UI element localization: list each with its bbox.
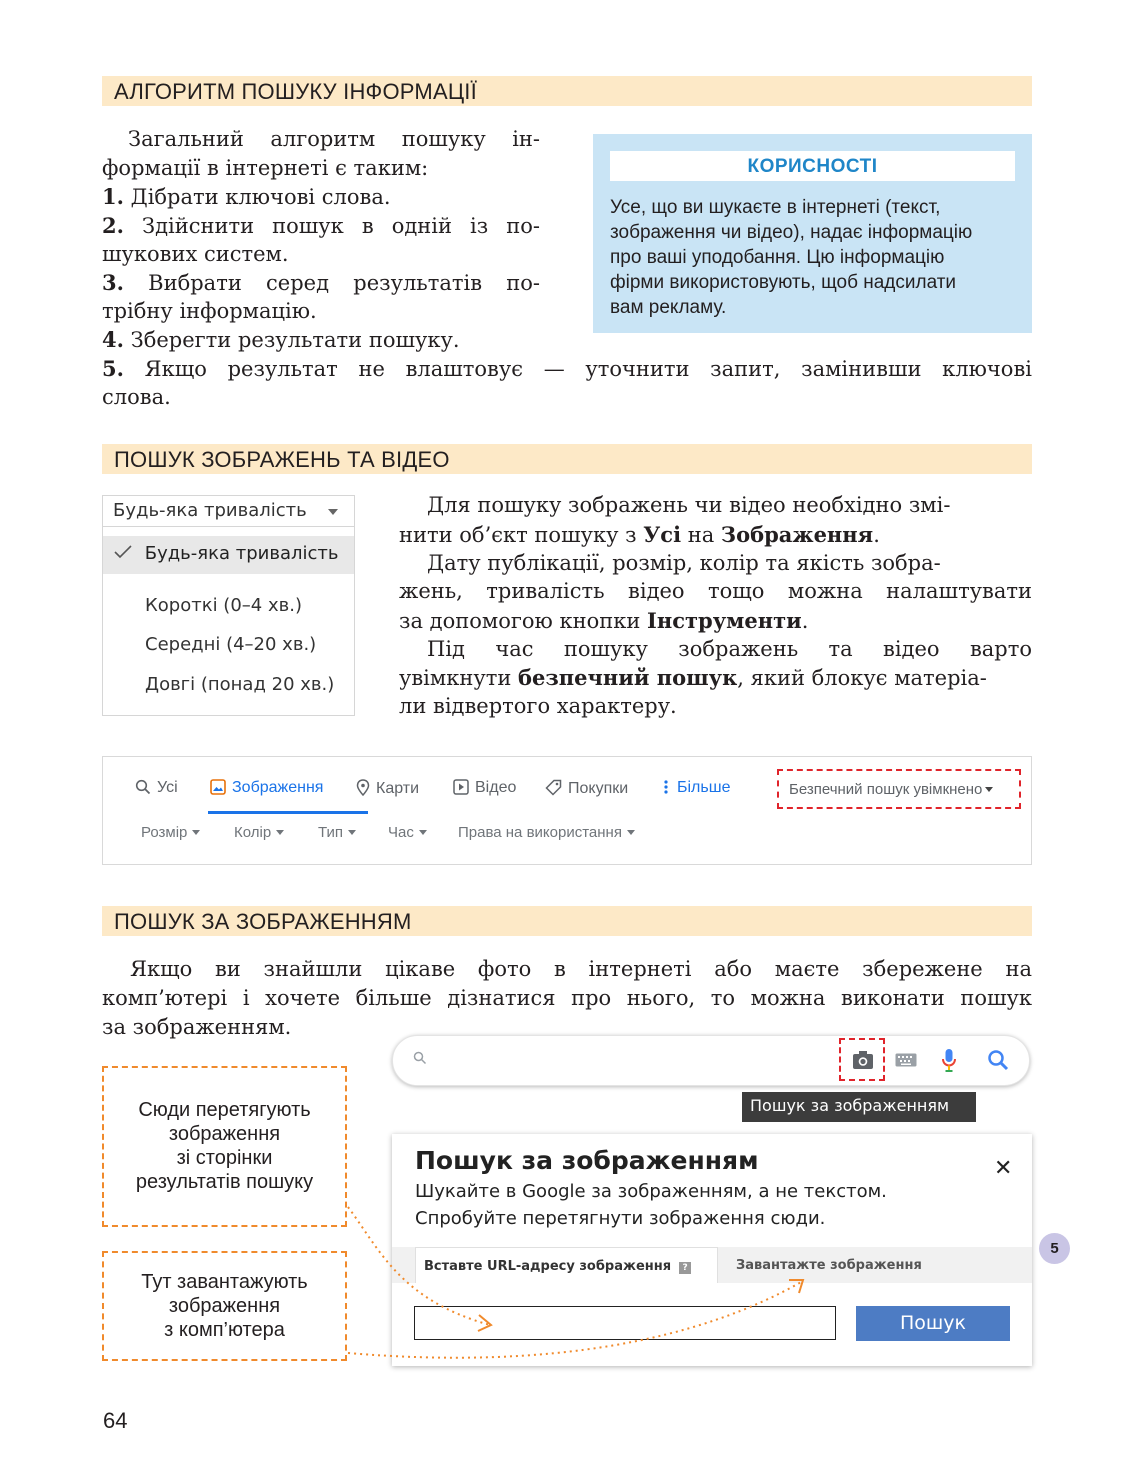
tip-line: вам рекламу. bbox=[610, 297, 727, 318]
section-heading-images-video: ПОШУК ЗОБРАЖЕНЬ ТА ВІДЕО bbox=[102, 444, 1032, 474]
panel-title: Пошук за зображенням bbox=[415, 1146, 759, 1175]
step-5-cont: слова. bbox=[102, 385, 171, 409]
section-heading-algorithm: АЛГОРИТМ ПОШУКУ ІНФОРМАЦІЇ bbox=[102, 76, 1032, 106]
step-2: 2. Здійснити пошук в одній із по- bbox=[102, 213, 540, 238]
panel-subtitle-1: Шукайте в Google за зображенням, а не текстом. bbox=[415, 1181, 887, 1202]
tip-line: фірми використовують, щоб надсилати bbox=[610, 272, 957, 293]
s3-line-3: за зображенням. bbox=[102, 1015, 292, 1039]
intro-line-1: Загальний алгоритм пошуку ін- bbox=[128, 127, 540, 151]
page-number: 64 bbox=[103, 1408, 128, 1433]
p2-line-2: жень, тривалість відео тощо можна налаштувати bbox=[399, 579, 1032, 603]
callout-drag-line: Сюди перетягують bbox=[138, 1099, 311, 1121]
callout-upload-line: Тут завантажують bbox=[141, 1271, 308, 1293]
arrow-drag-head bbox=[478, 1315, 491, 1331]
tool-usage-rights[interactable]: Права на використання bbox=[458, 824, 635, 841]
tab-shopping[interactable]: Покупки bbox=[545, 779, 628, 798]
tip-title: КОРИСНОСТІ bbox=[610, 151, 1015, 181]
help-icon: ? bbox=[679, 1262, 691, 1274]
duration-option-label: Будь-яка тривалість bbox=[144, 543, 339, 564]
tab-more[interactable]: Більше bbox=[663, 779, 730, 797]
tab-upload-image[interactable]: Завантажте зображення bbox=[736, 1258, 922, 1273]
p2-line-3: за допомогою кнопки Інструменти. bbox=[399, 608, 809, 633]
p3-line-3: ли відвертого характеру. bbox=[399, 694, 677, 718]
tab-video[interactable]: Відео bbox=[453, 779, 516, 797]
arrow-upload-to-tab bbox=[348, 1281, 803, 1358]
s3-line-1: Якщо ви знайшли цікаве фото в інтернеті або маєте збережене на bbox=[130, 957, 1032, 981]
arrow-upload-head bbox=[789, 1280, 803, 1293]
step-3: 3. Вибрати серед результатів по- bbox=[102, 270, 540, 295]
tab-maps[interactable]: Карти bbox=[356, 779, 419, 798]
step-1: 1. Дібрати ключові слова. bbox=[102, 184, 391, 209]
intro-line-2: формації в інтернеті є таким: bbox=[102, 156, 429, 180]
callout-upload-line: з комп’ютера bbox=[164, 1319, 285, 1341]
panel-subtitle-2: Спробуйте перетягнути зображення сюди. bbox=[415, 1208, 826, 1229]
duration-option-medium[interactable]: Середні (4–20 хв.) bbox=[145, 634, 317, 655]
search-button[interactable]: Пошук bbox=[856, 1306, 1010, 1341]
tab-images[interactable]: Зображення bbox=[210, 779, 323, 797]
tip-line: про ваші уподобання. Цю інформацію bbox=[610, 247, 945, 268]
p1-line-1: Для пошуку зображень чи відео необхідно змі- bbox=[427, 493, 951, 517]
tab-all[interactable]: Усі bbox=[135, 779, 178, 797]
p1-line-2: нити об’єкт пошуку з Усі на Зображення. bbox=[399, 522, 880, 547]
search-by-image-tooltip: Пошук за зображенням bbox=[742, 1092, 976, 1122]
step-5: 5. Якщо результат не влаштовує — уточнити запит, замінивши ключові bbox=[102, 356, 1032, 381]
callout-drag-line: результатів пошуку bbox=[135, 1171, 314, 1193]
duration-option-long[interactable]: Довгі (понад 20 хв.) bbox=[145, 674, 335, 695]
tool-time[interactable]: Час bbox=[388, 824, 427, 841]
tip-line: зображення чи відео), надає інформацію bbox=[610, 222, 973, 243]
tool-type[interactable]: Тип bbox=[318, 824, 356, 841]
p2-line-1: Дату публікації, розмір, колір та якість зобра- bbox=[427, 551, 941, 575]
tip-line: Усе, що ви шукаєте в інтернеті (текст, bbox=[610, 197, 941, 218]
chapter-badge: 5 bbox=[1039, 1233, 1070, 1264]
tool-color[interactable]: Колір bbox=[234, 824, 284, 841]
step-3-cont: трібну інформацію. bbox=[102, 299, 317, 323]
duration-option-short[interactable]: Короткі (0–4 хв.) bbox=[145, 595, 302, 616]
step-2-cont: шукових систем. bbox=[102, 242, 289, 266]
safe-search-toggle[interactable]: Безпечний пошук увімкнено bbox=[777, 769, 1021, 809]
arrow-drag-to-input bbox=[348, 1207, 490, 1325]
p3-line-2: увімкнути безпечний пошук, який блокує матеріа- bbox=[399, 665, 987, 690]
s3-line-2: комп’ютері і хочете більше дізнатися про нього, то можна виконати пошук bbox=[102, 986, 1032, 1010]
step-4: 4. Зберегти результати пошуку. bbox=[102, 327, 460, 352]
tab-paste-url[interactable]: Вставте URL-адресу зображення ? bbox=[415, 1247, 718, 1283]
callout-upload-line: зображення bbox=[168, 1295, 281, 1317]
callout-drag-line: зі сторінки bbox=[176, 1147, 273, 1169]
close-icon[interactable]: ✕ bbox=[994, 1156, 1013, 1181]
callout-drag-line: зображення bbox=[168, 1123, 281, 1145]
duration-current-value: Будь-яка тривалість bbox=[113, 500, 307, 521]
tool-size[interactable]: Розмір bbox=[141, 824, 200, 841]
section-heading-search-by-image: ПОШУК ЗА ЗОБРАЖЕННЯМ bbox=[102, 906, 1032, 936]
p3-line-1: Під час пошуку зображень та відео варто bbox=[427, 637, 1032, 661]
